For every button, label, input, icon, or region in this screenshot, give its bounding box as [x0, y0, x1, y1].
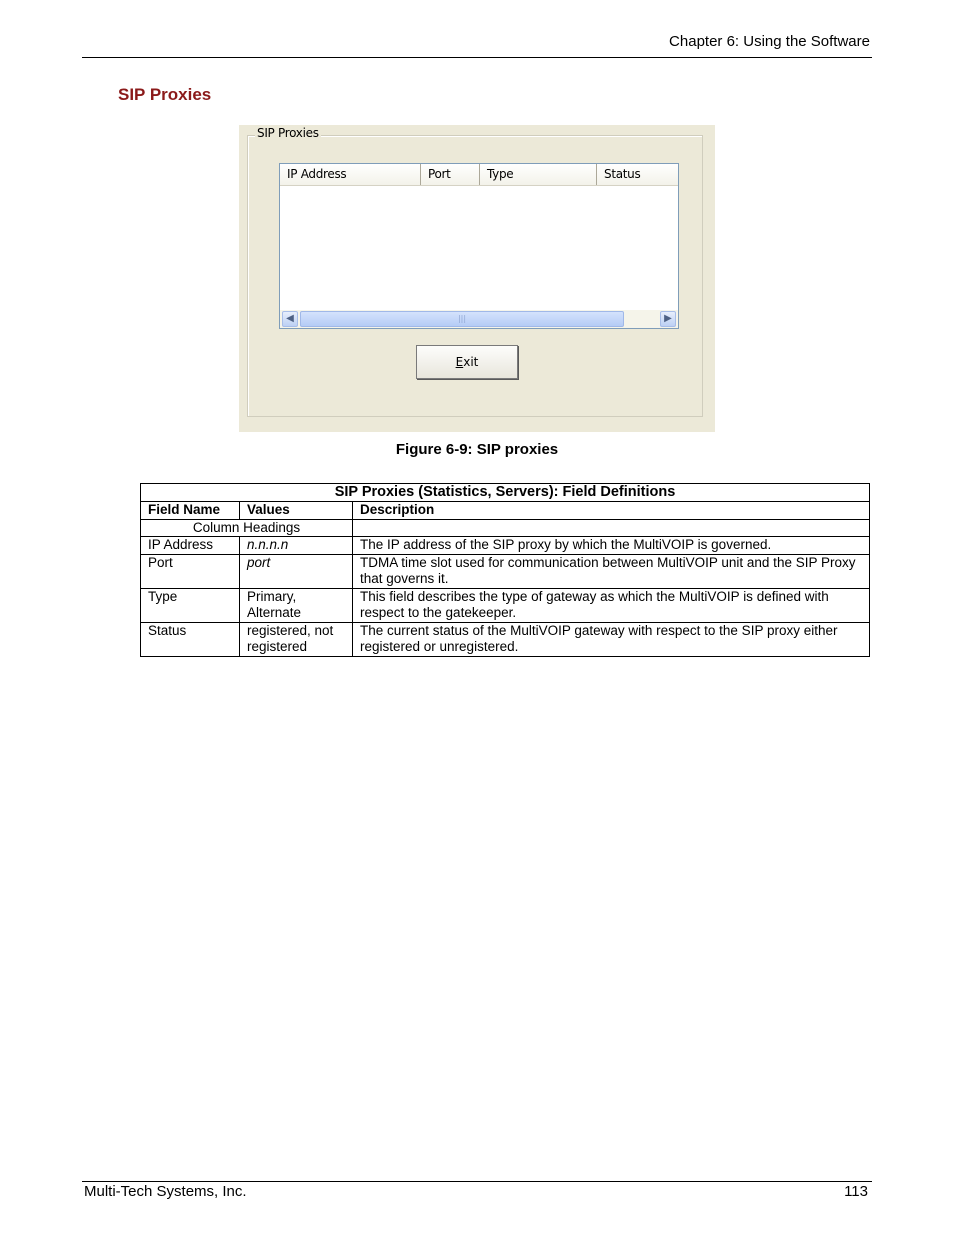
exit-button[interactable] — [416, 345, 518, 379]
list-header — [280, 164, 678, 186]
field-name-cell: Port — [141, 554, 240, 588]
header-description: Description — [353, 502, 870, 520]
column-headings-label: Column Headings — [141, 519, 353, 537]
field-definitions-table — [140, 483, 870, 657]
values-cell: port — [240, 554, 353, 588]
table-row — [141, 622, 870, 656]
column-header-ip-address[interactable]: IP Address — [280, 164, 421, 185]
groupbox-label: SIP Proxies — [257, 126, 319, 140]
field-name-cell: IP Address — [141, 537, 240, 555]
sip-proxies-list[interactable] — [279, 163, 679, 329]
figure-caption: Figure 6-9: SIP proxies — [395, 441, 559, 458]
page-number: 113 — [844, 1183, 868, 1200]
header-values: Values — [240, 502, 353, 520]
horizontal-scrollbar[interactable] — [280, 310, 678, 328]
footer-company: Multi-Tech Systems, Inc. — [84, 1183, 247, 1200]
description-cell: This field describes the type of gateway as which the MultiVOIP is defined with respect to the gatekeeper. — [353, 588, 870, 622]
chevron-right-icon[interactable]: ▶ — [660, 311, 676, 327]
values-cell: n.n.n.n — [240, 537, 353, 555]
field-name-cell: Type — [141, 588, 240, 622]
header-divider — [82, 57, 872, 58]
scrollbar-thumb[interactable]: ||| — [300, 311, 624, 327]
footer-divider — [82, 1181, 872, 1182]
values-cell: registered, not registered — [240, 622, 353, 656]
description-cell: The IP address of the SIP proxy by which the MultiVOIP is governed. — [353, 537, 870, 555]
column-header-status[interactable]: Status — [597, 164, 678, 185]
exit-hotkey: E — [455, 355, 464, 369]
description-cell: TDMA time slot used for communication between MultiVOIP unit and the SIP Proxy that governs it. — [353, 554, 870, 588]
table-row — [141, 554, 870, 588]
column-headings-empty — [353, 519, 870, 537]
table-title: SIP Proxies (Statistics, Servers): Field Definitions — [141, 484, 870, 502]
values-cell: Primary, Alternate — [240, 588, 353, 622]
chevron-left-icon[interactable]: ◀ — [282, 311, 298, 327]
column-header-port[interactable]: Port — [421, 164, 480, 185]
table-row — [141, 537, 870, 555]
sip-proxies-dialog — [239, 125, 715, 432]
section-title: SIP Proxies — [118, 85, 212, 104]
table-row — [141, 588, 870, 622]
chapter-header: Chapter 6: Using the Software — [669, 33, 870, 50]
header-field-name: Field Name — [141, 502, 240, 520]
column-header-type[interactable]: Type — [480, 164, 597, 185]
description-cell: The current status of the MultiVOIP gateway with respect to the SIP proxy either registered or unregistered. — [353, 622, 870, 656]
exit-label-rest: xit — [463, 355, 479, 369]
field-name-cell: Status — [141, 622, 240, 656]
